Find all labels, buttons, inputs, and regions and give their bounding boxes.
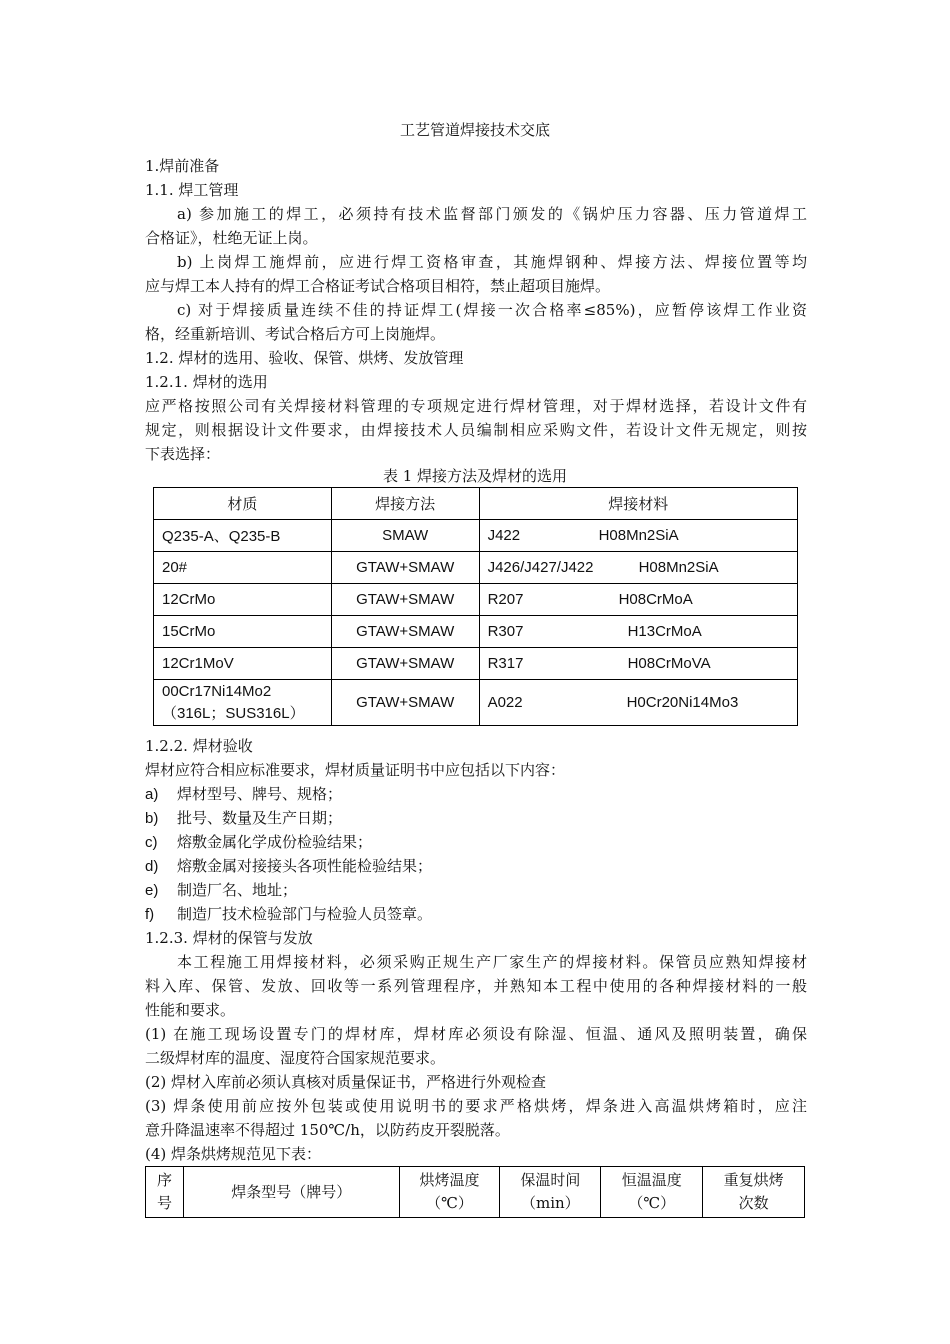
cell-material: [154, 680, 332, 726]
table-row: [154, 552, 798, 584]
item-b-line-1: b) 上岗焊工施焊前，应进行焊工资格审查，其施焊钢种、焊接方法、焊接位置等均: [177, 253, 807, 271]
list-item: [145, 782, 807, 807]
section-1-2-heading: 1.2. 焊材的选用、验收、保管、烘烤、发放管理: [145, 349, 464, 367]
list-item-text: 熔敷金属化学成份检验结果；: [177, 833, 373, 851]
header-constant-temp: [601, 1167, 703, 1218]
cell-method: GTAW+SMAW: [331, 584, 479, 616]
cell-method: GTAW+SMAW: [331, 680, 479, 726]
numbered-item-1-line-2: 二级焊材库的温度、湿度符合国家规范要求。: [145, 1049, 446, 1067]
paragraph-selection-3: 下表选择：: [145, 445, 221, 463]
list-item-text: 熔敷金属对接接头各项性能检验结果；: [177, 857, 433, 875]
numbered-item-3-line-1: (3) 焊条使用前应按外包装或使用说明书的要求严格烘烤，焊条进入高温烘烤箱时，应注: [145, 1097, 807, 1115]
cell-rod: R307: [487, 623, 524, 640]
list-item: [145, 902, 807, 927]
cell-wire: H13CrMoA: [627, 623, 702, 640]
list-item-label: e): [145, 882, 159, 899]
electrode-baking-table: [145, 1166, 805, 1218]
list-item-label: f): [145, 906, 155, 923]
header-electrode-type: 焊条型号（牌号）: [183, 1167, 399, 1218]
cell-rod: R317: [487, 655, 524, 672]
cell-wire: H08CrMoVA: [627, 655, 711, 672]
cell-filler: [479, 648, 797, 680]
cell-filler: [479, 520, 797, 552]
table-row: [154, 520, 798, 552]
cell-filler: [479, 680, 797, 726]
list-item-label: d): [145, 858, 159, 875]
numbered-item-3-line-2: 意升降温速率不得超过 150℃/h，以防药皮开裂脱落。: [145, 1121, 510, 1139]
header-filler: 焊接材料: [479, 488, 797, 520]
section-1-2-2-heading: 1.2.2. 焊材验收: [145, 737, 253, 755]
section-1-2-1-heading: 1.2.1. 焊材的选用: [145, 373, 268, 391]
header-hold-time-line-1: 保温时间: [520, 1171, 581, 1189]
header-repeat-count: [703, 1167, 805, 1218]
header-repeat-count-line-1: 重复烘烤: [723, 1171, 784, 1189]
table-row: [154, 616, 798, 648]
list-item: [145, 806, 807, 831]
cell-filler: [479, 552, 797, 584]
paragraph-acceptance: 焊材应符合相应标准要求，焊材质量证明书中应包括以下内容：: [145, 761, 566, 779]
cell-filler: [479, 584, 797, 616]
item-c-line-1: c) 对于焊接质量连续不佳的持证焊工(焊接一次合格率≤85%)，应暂停该焊工作业资: [177, 301, 807, 319]
welding-materials-table: [153, 487, 798, 726]
numbered-item-1-line-1: (1) 在施工现场设置专门的焊材库，焊材库必须设有除湿、恒温、通风及照明装置，确保: [145, 1025, 807, 1043]
cell-wire: H08CrMoA: [618, 591, 693, 608]
list-item-label: b): [145, 810, 159, 827]
header-seq-line-2: 号: [156, 1194, 172, 1212]
header-bake-temp: [399, 1167, 500, 1218]
table-row: [154, 648, 798, 680]
cell-material: 15CrMo: [154, 616, 332, 648]
header-hold-time: [500, 1167, 601, 1218]
item-c-line-2: 格，经重新培训、考试合格后方可上岗施焊。: [145, 325, 446, 343]
cell-method: GTAW+SMAW: [331, 552, 479, 584]
section-1-1-heading: 1.1. 焊工管理: [145, 181, 239, 199]
list-item-label: a): [145, 786, 159, 803]
section-1-2-3-heading: 1.2.3. 焊材的保管与发放: [145, 929, 313, 947]
table-header-row: [146, 1167, 805, 1218]
item-a-line-1: a) 参加施工的焊工，必须持有技术监督部门颁发的《锅炉压力容器、压力管道焊工: [177, 205, 807, 223]
cell-rod: J422: [487, 527, 521, 544]
header-bake-temp-line-2: （℃）: [426, 1194, 473, 1212]
list-item-text: 制造厂名、地址；: [177, 881, 298, 899]
cell-rod: R207: [487, 591, 524, 608]
list-item: [145, 878, 807, 903]
list-item-text: 批号、数量及生产日期；: [177, 809, 343, 827]
cell-rod: J426/J427/J422: [487, 559, 594, 576]
header-constant-temp-line-1: 恒温温度: [621, 1171, 682, 1189]
item-a-line-2: 合格证》，杜绝无证上岗。: [145, 229, 318, 247]
paragraph-selection-1: 应严格按照公司有关焊接材料管理的专项规定进行焊材管理，对于焊材选择，若设计文件有: [145, 397, 807, 415]
header-bake-temp-line-1: 烘烤温度: [419, 1171, 480, 1189]
document-title: 工艺管道焊接技术交底: [399, 121, 550, 139]
header-seq: [146, 1167, 184, 1218]
cell-wire: H0Cr20Ni14Mo3: [626, 694, 739, 711]
cell-rod: A022: [487, 694, 523, 711]
cell-method: GTAW+SMAW: [331, 648, 479, 680]
cell-material: Q235-A、Q235-B: [154, 520, 332, 552]
cell-wire: H08Mn2SiA: [598, 527, 679, 544]
list-item: [145, 830, 807, 855]
section-1-heading: 1.焊前准备: [145, 157, 220, 175]
header-method: 焊接方法: [331, 488, 479, 520]
paragraph-storage-2: 料入库、保管、发放、回收等一系列管理程序，并熟知本工程中使用的各种焊接材料的一般: [145, 977, 807, 995]
cell-material: 12CrMo: [154, 584, 332, 616]
item-b-line-2: 应与焊工本人持有的焊工合格证考试合格项目相符，禁止超项目施焊。: [145, 277, 611, 295]
cell-material-alias: （316L；SUS316L）: [162, 704, 305, 722]
cell-material-grade: 00Cr17Ni14Mo2: [162, 682, 272, 700]
table-1-caption: 表 1 焊接方法及焊材的选用: [382, 467, 568, 485]
header-seq-line-1: 序: [156, 1171, 172, 1189]
cell-material: 20#: [154, 552, 332, 584]
paragraph-selection-2: 规定，则根据设计文件要求，由焊接技术人员编制相应采购文件，若设计文件无规定，则按: [145, 421, 807, 439]
header-repeat-count-line-2: 次数: [738, 1194, 769, 1212]
list-item-text: 焊材型号、牌号、规格；: [177, 785, 343, 803]
numbered-item-2: (2) 焊材入库前必须认真核对质量保证书，严格进行外观检查: [145, 1073, 547, 1091]
list-item-text: 制造厂技术检验部门与检验人员签章。: [177, 905, 433, 923]
cell-filler: [479, 616, 797, 648]
cell-material: 12Cr1MoV: [154, 648, 332, 680]
cell-wire: H08Mn2SiA: [638, 559, 719, 576]
table-row: [154, 680, 798, 726]
table-header-row: [154, 488, 798, 520]
header-material: 材质: [154, 488, 332, 520]
list-item-label: c): [145, 834, 158, 851]
numbered-item-4: (4) 焊条烘烤规范见下表：: [145, 1145, 322, 1163]
paragraph-storage-1: 本工程施工用焊接材料，必须采购正规生产厂家生产的焊接材料。保管员应熟知焊接材: [177, 953, 807, 971]
table-row: [154, 584, 798, 616]
list-item: [145, 854, 807, 879]
header-constant-temp-line-2: （℃）: [628, 1194, 676, 1212]
cell-method: SMAW: [331, 520, 479, 552]
paragraph-storage-3: 性能和要求。: [145, 1001, 236, 1019]
cell-method: GTAW+SMAW: [331, 616, 479, 648]
header-hold-time-line-2: （min）: [521, 1194, 580, 1212]
